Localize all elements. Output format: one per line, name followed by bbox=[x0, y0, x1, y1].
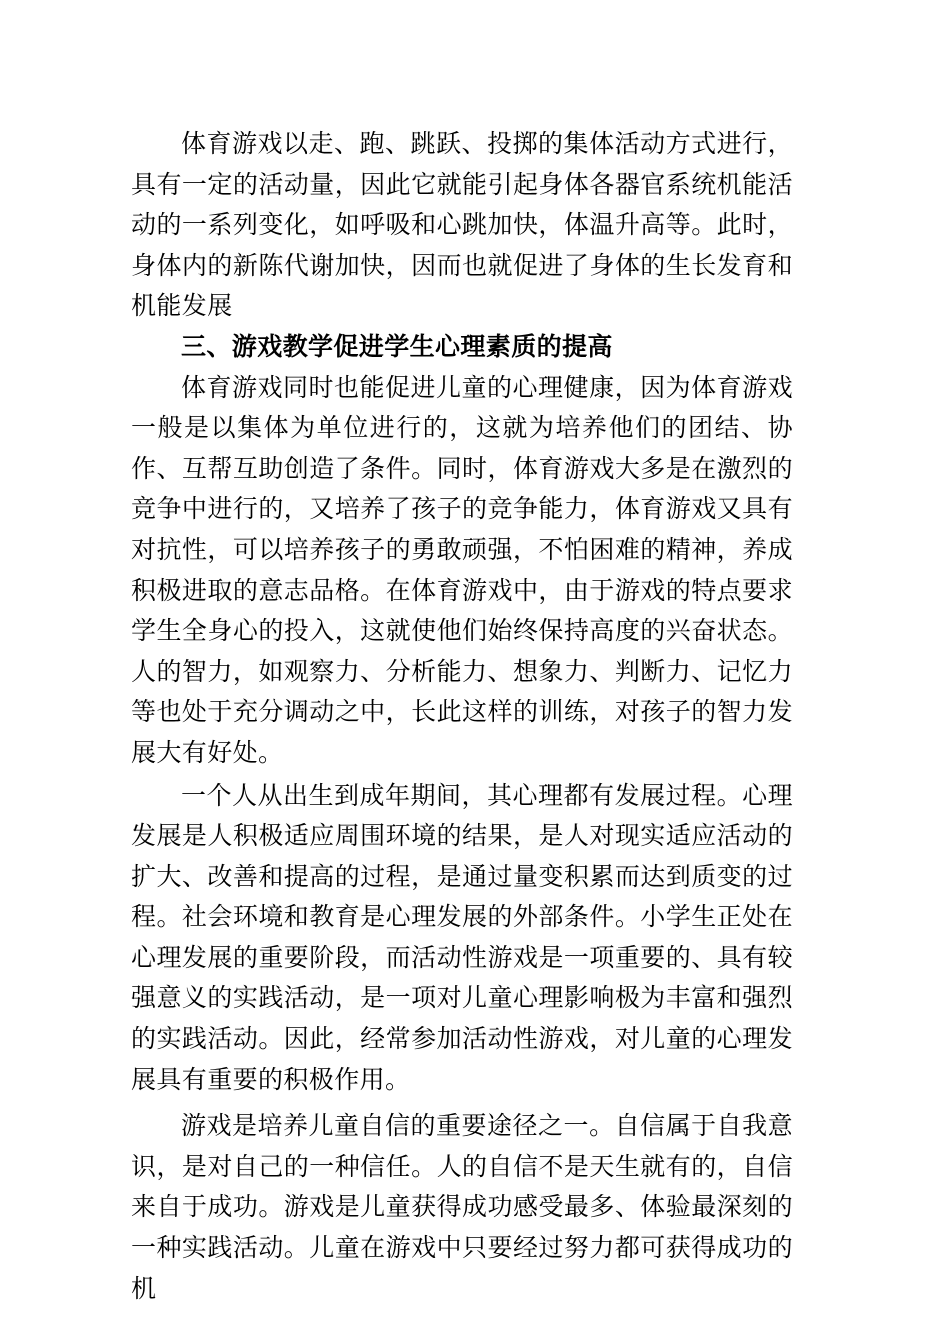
paragraph-self-confidence: 游戏是培养儿童自信的重要途径之一。自信属于自我意识，是对自己的一种信任。人的自信不是天生就有的，自信来自于成功。游戏是儿童获得成功感受最多、体验最深刻的一种实践活动。儿童在游戏中只要经过努力都可获得成功的机 bbox=[131, 1111, 793, 1303]
document-page bbox=[131, 124, 793, 1309]
paragraph-physical-development: 体育游戏以走、跑、跳跃、投掷的集体活动方式进行，具有一定的活动量，因此它就能引起身体各器官系统机能活动的一系列变化，如呼吸和心跳加快，体温升高等。此时，身体内的新陈代谢加快，因而也就促进了身体的生长发育和机能发展 bbox=[131, 129, 793, 321]
paragraph-psychological-development: 一个人从出生到成年期间，其心理都有发展过程。心理发展是人积极适应周围环境的结果，是人对现实适应活动的扩大、改善和提高的过程，是通过量变积累而达到质变的过程。社会环境和教育是心理发展的外部条件。小学生正处在心理发展的重要阶段，而活动性游戏是一项重要的、具有较强意义的实践活动，是一项对儿童心理影响极为丰富和强烈的实践活动。因此，经常参加活动性游戏，对儿童的心理发展具有重要的积极作用。 bbox=[131, 780, 793, 1094]
paragraph-mental-health: 体育游戏同时也能促进儿童的心理健康，因为体育游戏一般是以集体为单位进行的，这就为培养他们的团结、协作、互帮互助创造了条件。同时，体育游戏大多是在激烈的竞争中进行的，又培养了孩子的竞争能力，体育游戏又具有对抗性，可以培养孩子的勇敢顽强，不怕困难的精神，养成积极进取的意志品格。在体育游戏中，由于游戏的特点要求学生全身心的投入，这就使他们始终保持高度的兴奋状态。人的智力，如观察力、分析能力、想象力、判断力、记忆力等也处于充分调动之中，长此这样的训练，对孩子的智力发展大有好处。 bbox=[131, 372, 793, 767]
section-heading-3: 三、游戏教学促进学生心理素质的提高 bbox=[181, 331, 613, 361]
